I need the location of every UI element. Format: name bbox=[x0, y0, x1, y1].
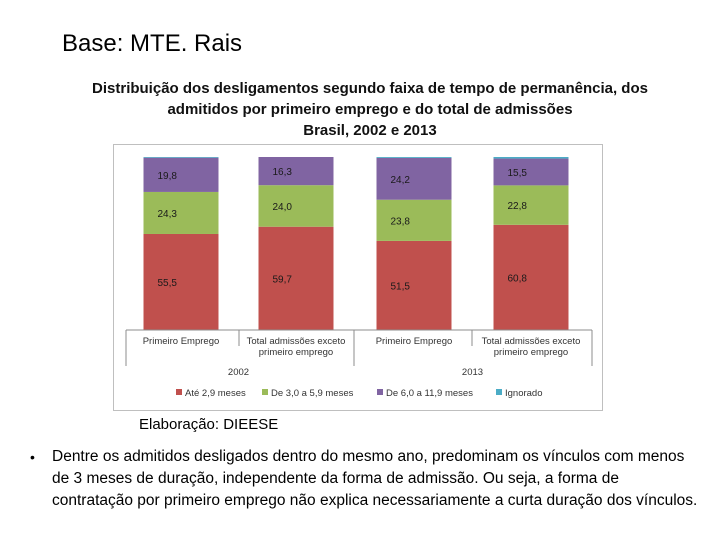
bar-segment bbox=[377, 241, 452, 330]
category-label: primeiro emprego bbox=[493, 347, 569, 358]
data-label: 16,3 bbox=[272, 167, 292, 179]
bar-segment bbox=[259, 157, 334, 185]
bar-segment bbox=[377, 200, 452, 241]
legend-swatch bbox=[496, 389, 502, 395]
chart-frame bbox=[113, 144, 603, 411]
chart-title-line-1: Distribuição dos desligamentos segundo faixa de tempo de permanência, dos bbox=[92, 80, 648, 97]
bar-segment bbox=[494, 159, 569, 186]
bar-segment bbox=[144, 158, 219, 192]
data-label: 19,8 bbox=[157, 170, 177, 182]
data-label: 15,5 bbox=[507, 167, 527, 179]
legend-swatch bbox=[377, 389, 383, 395]
category-label: primeiro emprego bbox=[258, 347, 334, 358]
bar-segment bbox=[494, 157, 569, 159]
bar-segment bbox=[377, 158, 452, 200]
group-label: 2013 bbox=[461, 367, 484, 378]
data-label: 23,8 bbox=[390, 216, 410, 228]
category-label: Primeiro Emprego bbox=[142, 336, 220, 347]
category-label: Primeiro Emprego bbox=[375, 336, 453, 347]
bullet-dot: • bbox=[30, 449, 35, 465]
data-label: 24,3 bbox=[157, 208, 177, 220]
chart-title-line-2: admitidos por primeiro emprego e do total de admissões bbox=[167, 101, 573, 118]
bar-segment bbox=[494, 185, 569, 224]
data-label: 24,0 bbox=[272, 201, 292, 213]
data-label: 55,5 bbox=[157, 277, 177, 289]
category-label: Total admissões exceto bbox=[481, 336, 581, 347]
category-label: Total admissões exceto bbox=[246, 336, 346, 347]
legend-label: Ignorado bbox=[505, 388, 543, 399]
data-label: 59,7 bbox=[272, 274, 292, 286]
bar-segment bbox=[144, 157, 219, 158]
bar-segment bbox=[144, 234, 219, 330]
data-label: 60,8 bbox=[507, 273, 527, 285]
bar-segment bbox=[494, 225, 569, 330]
legend-label: Até 2,9 meses bbox=[185, 388, 246, 399]
data-label: 24,2 bbox=[390, 174, 410, 186]
legend-label: De 3,0 a 5,9 meses bbox=[271, 388, 354, 399]
chart-title-line-3: Brasil, 2002 e 2013 bbox=[303, 122, 437, 139]
page-title: Base: MTE. Rais bbox=[62, 30, 243, 57]
legend-swatch bbox=[176, 389, 182, 395]
chart-title bbox=[60, 78, 680, 141]
bar-segment bbox=[259, 227, 334, 330]
credit-text: Elaboração: DIEESE bbox=[139, 416, 279, 433]
data-label: 22,8 bbox=[507, 201, 527, 213]
data-label: 51,5 bbox=[390, 281, 410, 293]
bullet-text: Dentre os admitidos desligados dentro do mesmo ano, predominam os vínculos com menos de 3 meses de duração, independente da forma de admissão. Ou seja, a forma de contratação por primeiro emprego não explica necessariamente a curta duração dos vínculos. bbox=[52, 448, 698, 509]
bar-segment bbox=[377, 157, 452, 158]
bar-segment bbox=[144, 192, 219, 234]
legend-label: De 6,0 a 11,9 meses bbox=[386, 388, 473, 399]
stacked-bar-chart bbox=[114, 145, 602, 410]
group-label: 2002 bbox=[227, 367, 250, 378]
legend-swatch bbox=[262, 389, 268, 395]
bar-segment bbox=[259, 185, 334, 227]
